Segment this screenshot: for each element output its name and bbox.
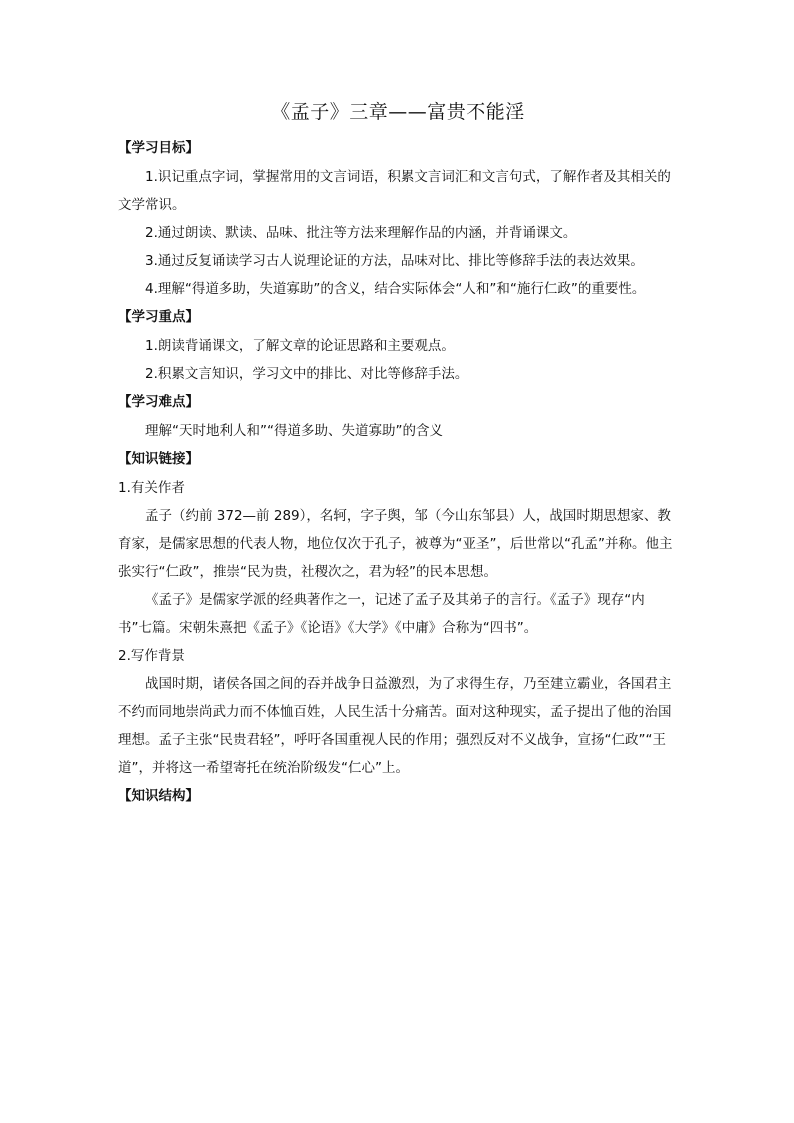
difficulty-text: 理解“天时地利人和”“得道多助、失道寡助”的含义 [145,423,443,439]
objective-item: 1.识记重点字词，掌握常用的文言词语，积累文言词汇和文言句式，了解作者及其相关的文学常识。 [118,169,671,213]
key-point-item: 1.朗读背诵课文，了解文章的论证思路和主要观点。 [145,338,455,354]
section-heading-knowledge-links: 【知识链接】 [118,451,199,467]
objective-item: 2.通过朗读、默读、品味、批注等方法来理解作品的内涵，并背诵课文。 [145,225,577,241]
subheading-background: 2.写作背景 [118,648,185,664]
document-title: 《孟子》三章——富贵不能淫 [271,101,525,123]
background-paragraph: 战国时期，诸侯各国之间的吞并战争日益激烈，为了求得生存，乃至建立霸业，各国君主不约而同地崇尚武力而不体恤百姓，人民生活十分痛苦。面对这种现实，孟子提出了他的治国理想。孟子主张“民贵君轻”，呼吁各国重视人民的作用；强烈反对不义战争，宣扬“仁政”“王道”，并将这一希望寄托在统治阶级发“仁心”上。 [118,676,672,776]
section-heading-structure: 【知识结构】 [118,788,199,804]
section-heading-objectives: 【学习目标】 [118,140,199,156]
author-paragraph: 《孟子》是儒家学派的经典著作之一，记述了孟子及其弟子的言行。《孟子》现存“内书”七篇。宋朝朱熹把《孟子》《论语》《大学》《中庸》合称为“四书”。 [118,592,645,636]
section-heading-key-points: 【学习重点】 [118,309,199,325]
author-paragraph: 孟子（约前 372—前 289），名轲，字子舆，邹（今山东邹县）人，战国时期思想家、教育家，是儒家思想的代表人物，地位仅次于孔子，被尊为“亚圣”，后世常以“孔孟”并称。他主张实行“仁政”，推崇“民为贵，社稷次之，君为轻”的民本思想。 [118,508,673,580]
section-heading-difficulties: 【学习难点】 [118,394,199,410]
document-page [118,98,678,811]
key-point-item: 2.积累文言知识，学习文中的排比、对比等修辞手法。 [145,366,469,382]
subheading-author: 1.有关作者 [118,480,185,496]
objective-item: 3.通过反复诵读学习古人说理论证的方法，品味对比、排比等修辞手法的表达效果。 [145,253,644,269]
objective-item: 4.理解“得道多助，失道寡助”的含义，结合实际体会“人和”和“施行仁政”的重要性。 [145,281,646,297]
